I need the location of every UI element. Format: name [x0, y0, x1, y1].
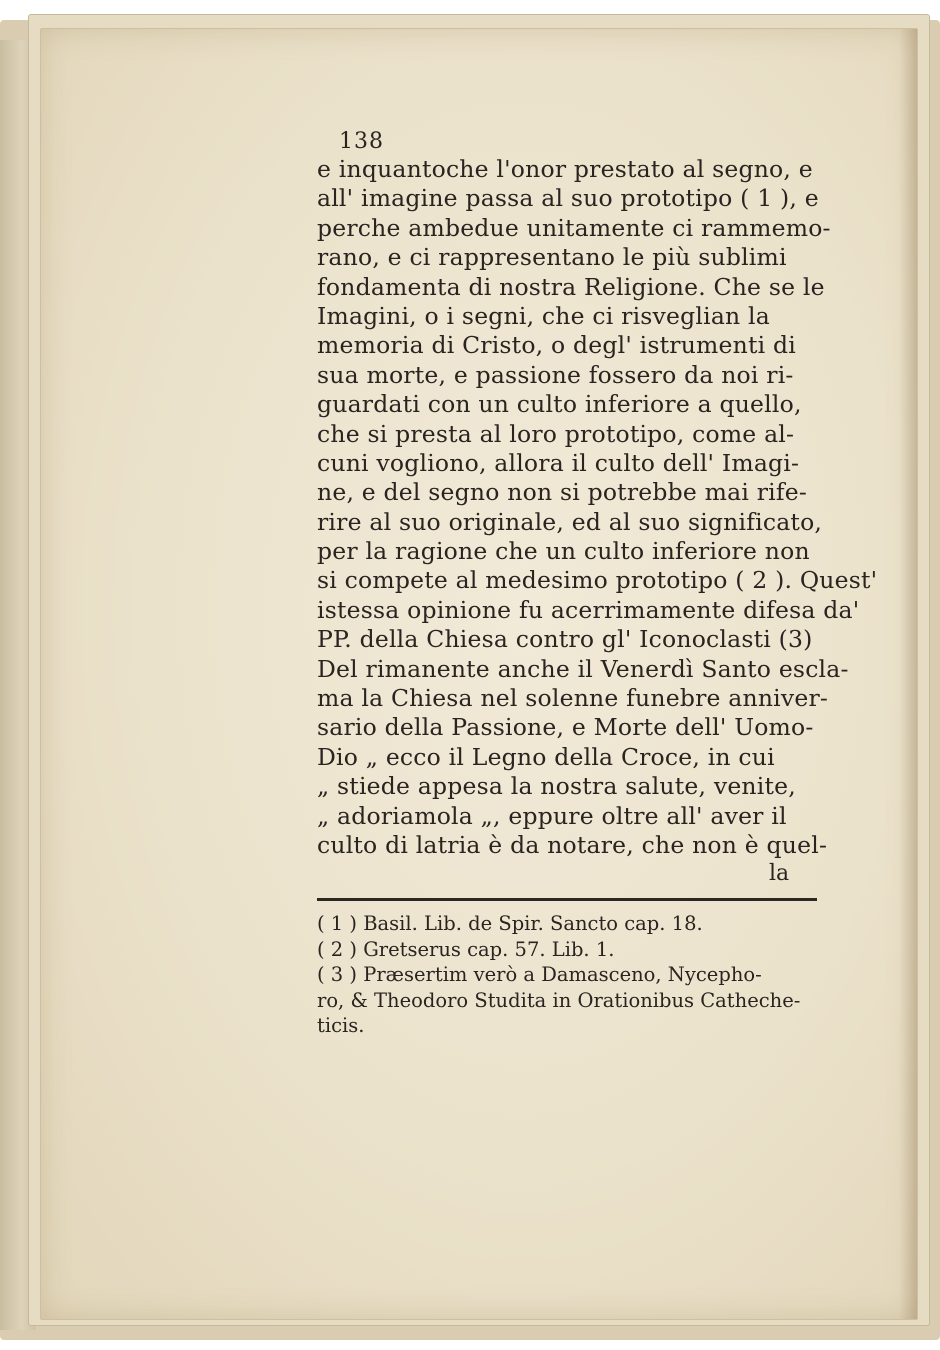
text-line: Imagini, o i segni, che ci risveglian la: [317, 301, 770, 330]
footnote-continuation: ro, & Theodoro Studita in Orationibus Catheche-: [317, 988, 801, 1012]
text-block: [317, 129, 878, 1039]
text-line: ne, e del segno non si potrebbe mai rife-: [317, 478, 808, 507]
text-line: culto di latria è da notare, che non è quel-: [317, 830, 828, 859]
footnote-rule: [317, 898, 817, 901]
page-number: 138: [339, 129, 384, 154]
catchword: la: [769, 861, 790, 887]
text-line: rire al suo originale, ed al suo significato,: [317, 507, 823, 536]
text-line: si compete al medesimo prototipo ( 2 ). Quest': [317, 566, 878, 595]
footnote: ( 2 ) Gretserus cap. 57. Lib. 1.: [317, 937, 615, 961]
text-line: Del rimanente anche il Venerdì Santo escla-: [317, 654, 849, 683]
text-line: e inquantoche l'onor prestato al segno, e: [317, 155, 813, 183]
text-line: „ stiede appesa la nostra salute, venite,: [317, 772, 796, 801]
text-line: ma la Chiesa nel solenne funebre anniver-: [317, 684, 829, 713]
text-line: perche ambedue unitamente ci rammemo-: [317, 213, 831, 242]
page-edge-shadow: [899, 29, 917, 1319]
text-line: rano, e ci rappresentano le più sublimi: [317, 243, 787, 272]
text-line: che si presta al loro prototipo, come al-: [317, 419, 795, 448]
text-line: guardati con un culto inferiore a quello,: [317, 390, 802, 419]
footnote: ( 1 ) Basil. Lib. de Spir. Sancto cap. 18.: [317, 912, 703, 936]
text-line: sario della Passione, e Morte dell' Uomo-: [317, 713, 814, 742]
text-line: sua morte, e passione fossero da noi ri-: [317, 360, 794, 389]
text-line: cuni vogliono, allora il culto dell' Imagi-: [317, 448, 800, 477]
text-line: memoria di Cristo, o degl' istrumenti di: [317, 331, 796, 360]
text-line: per la ragione che un culto inferiore non: [317, 537, 810, 566]
footnote-continuation: ticis.: [317, 1014, 365, 1038]
footnote: ( 3 ) Præsertim verò a Damasceno, Nycepho-: [317, 963, 762, 987]
text-line: Dio „ ecco il Legno della Croce, in cui: [317, 742, 775, 771]
text-line: fondamenta di nostra Religione. Che se le: [317, 272, 825, 301]
text-line: PP. della Chiesa contro gl' Iconoclasti (3): [317, 625, 813, 654]
text-line: all' imagine passa al suo prototipo ( 1 ), e: [317, 184, 819, 213]
text-line: istessa opinione fu acerrimamente difesa da': [317, 595, 860, 624]
book-page: [40, 28, 918, 1320]
text-line: „ adoriamola „, eppure oltre all' aver il: [317, 801, 787, 830]
